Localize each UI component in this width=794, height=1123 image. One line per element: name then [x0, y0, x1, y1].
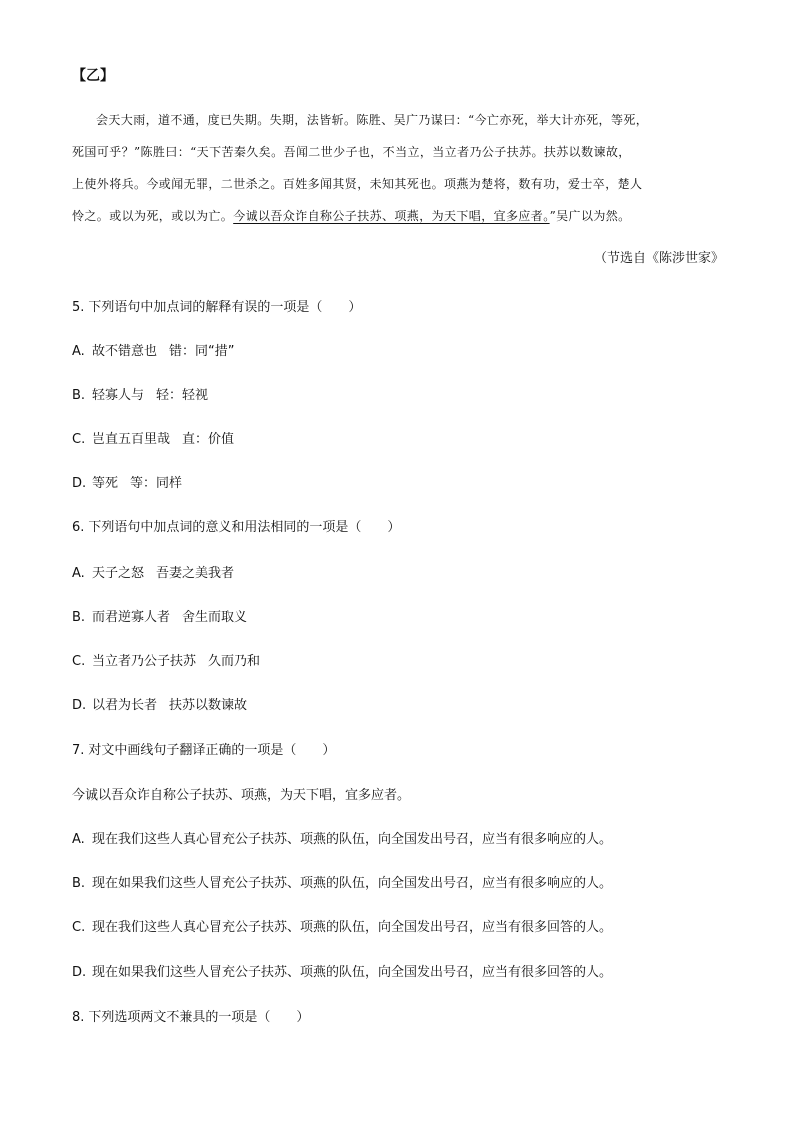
option-gloss: 扶苏以数谏故 [169, 698, 248, 713]
option-letter: D. [72, 965, 87, 980]
passage-line: 会天大雨，道不通，度已失期。失期，法皆斩。陈胜、吴广乃谋曰：“今亡亦死，举大计亦死，等死， [96, 113, 649, 127]
option-5b[interactable] [72, 384, 208, 403]
option-text: 现在我们这些人真心冒充公子扶苏、项燕的队伍，向全国发出号召，应当有很多回答的人。 [92, 920, 613, 935]
option-phrase: 岂直五百里哉 [92, 432, 171, 447]
option-letter: A. [72, 566, 85, 581]
option-6a[interactable] [72, 562, 234, 581]
option-5a[interactable] [72, 340, 235, 359]
option-letter: D. [72, 698, 87, 713]
option-7c[interactable] [72, 916, 612, 935]
question-stem: 下列选项两文不兼具的一项是（ ） [88, 1010, 310, 1025]
option-letter: B. [72, 388, 86, 403]
option-5d[interactable] [72, 472, 182, 491]
option-6c[interactable] [72, 650, 260, 669]
option-gloss: 久而乃和 [208, 654, 261, 669]
question-number: 6. [72, 520, 85, 535]
option-text: 现在如果我们这些人冒充公子扶苏、项燕的队伍，向全国发出号召，应当有很多回答的人。 [92, 965, 613, 980]
option-7b[interactable] [72, 872, 612, 891]
passage-line [72, 200, 730, 232]
option-phrase: 以君为长者 [92, 698, 158, 713]
question-8 [72, 1006, 309, 1025]
option-phrase: 轻寡人与 [92, 388, 145, 403]
option-6d[interactable] [72, 694, 247, 713]
underlined-sentence: 今诚以吾众诈自称公子扶苏、项燕，为天下唱，宜多应者。 [233, 209, 550, 223]
passage-line: 上使外将兵。今或闻无罪，二世杀之。百姓多闻其贤，未知其死也。项燕为楚将，数有功，爱士卒，楚人 [72, 177, 643, 191]
option-gloss: 吾妻之美我者 [156, 566, 235, 581]
option-phrase: 等死 [92, 476, 119, 491]
passage-line: 死国可乎？”陈胜曰：“天下苦秦久矣。吾闻二世少子也，不当立，当立者乃公子扶苏。扶苏以数谏故， [72, 145, 631, 159]
question-number: 8. [72, 1010, 85, 1025]
option-letter: B. [72, 610, 86, 625]
option-gloss: 直：价值 [182, 432, 235, 447]
option-gloss: 舍生而取义 [182, 610, 248, 625]
option-letter: C. [72, 654, 86, 669]
option-phrase: 天子之怒 [92, 566, 145, 581]
option-letter: B. [72, 876, 86, 891]
question-stem: 对文中画线句子翻译正确的一项是（ ） [88, 743, 336, 758]
question-5 [72, 296, 361, 315]
option-gloss: 等：同样 [130, 476, 183, 491]
option-gloss: 轻：轻视 [156, 388, 209, 403]
option-letter: C. [72, 432, 86, 447]
question-number: 7. [72, 743, 85, 758]
question-stem: 下列语句中加点词的解释有误的一项是（ ） [88, 300, 362, 315]
passage-source: （节选自《陈涉世家》 [593, 251, 724, 266]
option-phrase: 当立者乃公子扶苏 [92, 654, 197, 669]
option-6b[interactable] [72, 606, 247, 625]
option-gloss: 错：同“措” [169, 344, 235, 359]
option-5c[interactable] [72, 428, 234, 447]
option-letter: D. [72, 476, 87, 491]
option-letter: C. [72, 920, 86, 935]
question-number: 5. [72, 300, 85, 315]
option-7d[interactable] [72, 961, 612, 980]
passage-text: 怜之。或以为死，或以为亡。 [72, 209, 234, 223]
option-phrase: 而君逆寡人者 [92, 610, 171, 625]
question-stem: 下列语句中加点词的意义和用法相同的一项是（ ） [88, 520, 401, 535]
option-text: 现在我们这些人真心冒充公子扶苏、项燕的队伍，向全国发出号召，应当有很多响应的人。 [92, 832, 613, 847]
classical-passage [72, 104, 730, 232]
section-label: 【乙】 [72, 68, 114, 84]
option-letter: A. [72, 832, 85, 847]
option-letter: A. [72, 344, 85, 359]
option-text: 现在如果我们这些人冒充公子扶苏、项燕的队伍，向全国发出号召，应当有很多响应的人。 [92, 876, 613, 891]
passage-text: ”吴广以为然。 [549, 209, 631, 223]
option-7a[interactable] [72, 828, 612, 847]
question-quote: 今诚以吾众诈自称公子扶苏、项燕，为天下唱，宜多应者。 [72, 788, 411, 803]
question-7 [72, 739, 335, 758]
option-phrase: 故不错意也 [92, 344, 158, 359]
question-6 [72, 516, 400, 535]
